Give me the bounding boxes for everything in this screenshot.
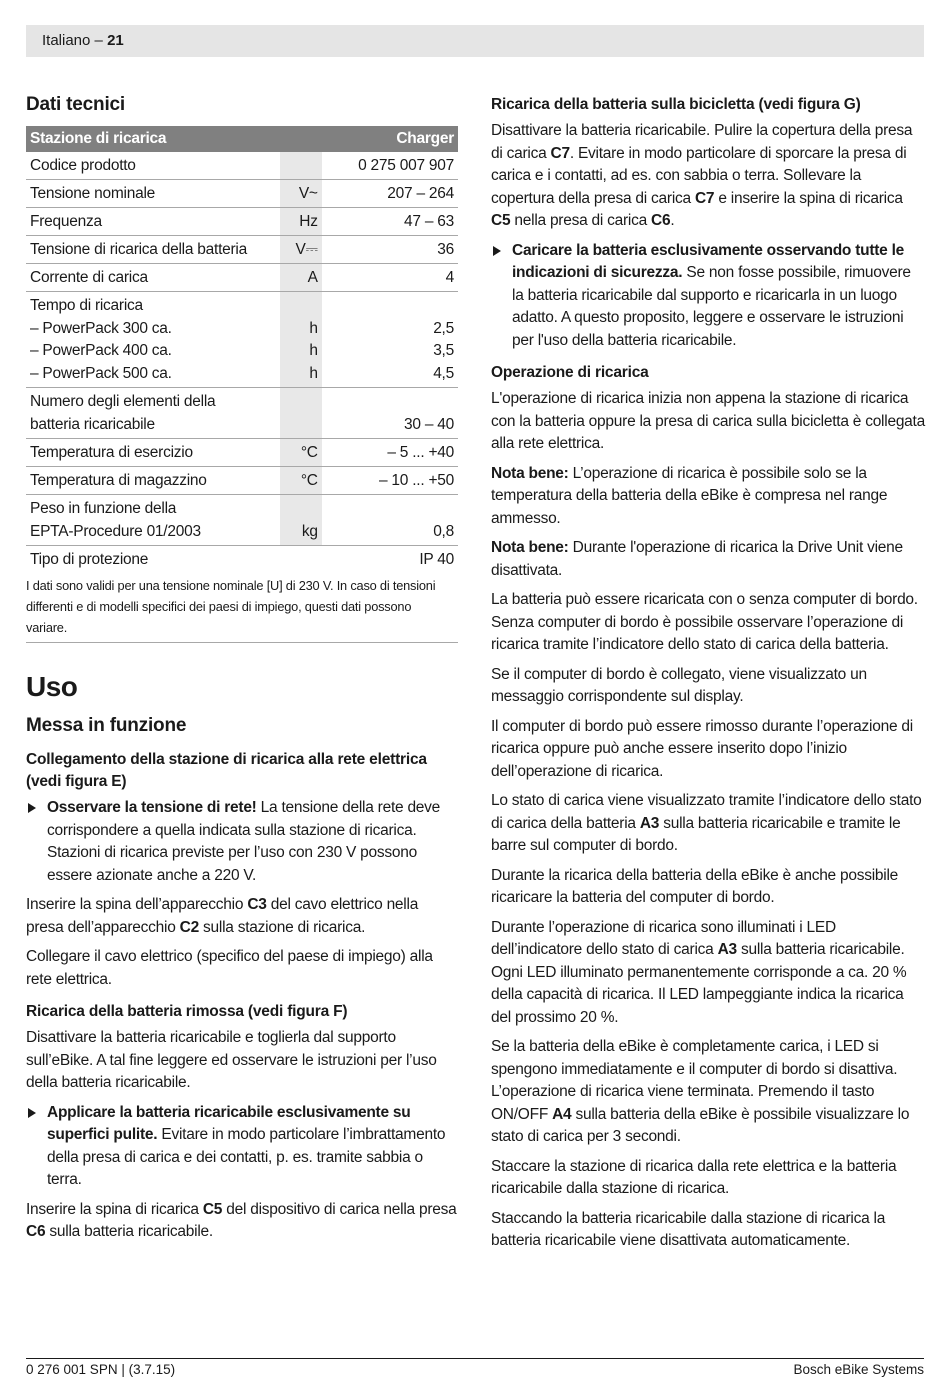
row-unit: V⎓ — [280, 236, 322, 264]
table-row — [26, 208, 458, 236]
ref-code: C5 — [491, 212, 511, 229]
paragraph-auto-off: Staccando la batteria ricaricabile dalla stazione di ricarica la batteria ricaricabile viene disattivata automaticamente. — [491, 1209, 886, 1249]
ref-code: C2 — [179, 918, 199, 936]
header-dash: – — [90, 32, 108, 49]
row-unit: °C — [280, 467, 322, 495]
row-value: 47 – 63 — [322, 208, 458, 236]
heading-bicicletta: Ricarica della batteria sulla bicicletta (vedi figura G) — [491, 96, 861, 113]
row-unit — [280, 388, 322, 439]
ref-code: C7 — [550, 144, 570, 162]
paragraph-note-temperature — [491, 463, 925, 531]
row-unit — [280, 152, 322, 180]
subsection-title-messa-in-funzione: Messa in funzione — [26, 715, 187, 736]
row-value: 207 – 264 — [322, 180, 458, 208]
row-value: IP 40 — [419, 551, 454, 568]
paragraph-led — [491, 917, 925, 1030]
paragraph-fully-charged — [491, 1036, 925, 1149]
text: Durante l’operazione di ricarica sono illuminati i LED dell’indicatore dello stato di carica — [491, 918, 836, 958]
row-name: Tipo di protezione — [30, 551, 149, 568]
text: nella presa di carica — [510, 212, 652, 229]
row-value: 2,5 — [433, 319, 454, 337]
paragraph-bike-charge — [491, 120, 925, 233]
table-row — [26, 264, 458, 292]
row-value: 30 – 40 — [322, 388, 458, 439]
row-name: Temperatura di esercizio — [26, 439, 280, 467]
bullet-bold: Caricare la batteria esclusivamente osservando tutte le indicazioni di sicurezza. — [512, 241, 905, 281]
bullet-triangle-icon — [28, 1108, 36, 1118]
bullet-clean-surface — [26, 1102, 458, 1192]
note-label: Nota bene: — [491, 464, 569, 482]
row-name: Tensione nominale — [26, 180, 280, 208]
ref-code: A3 — [639, 814, 660, 832]
paragraph-charge-status — [491, 790, 925, 858]
row-name: Frequenza — [26, 208, 280, 236]
row-name: batteria ricaricabile — [30, 415, 155, 433]
ref-code: C7 — [694, 189, 715, 207]
text: Disattivare la batteria ricaricabile. Pulire la copertura della presa di carica — [491, 122, 913, 162]
text: Inserire la spina dell’apparecchio — [26, 896, 248, 913]
row-value: 36 — [322, 236, 458, 264]
table-header-row — [26, 126, 458, 152]
text: sulla batteria ricaricabile. — [45, 1223, 213, 1240]
paragraph-insert-plug — [26, 1199, 458, 1244]
text: sulla stazione di ricarica. — [198, 918, 366, 936]
row-unit: h — [309, 364, 318, 382]
text: sulla batteria ricaricabile. Ogni LED illuminato permanentemente corrisponde a ca. 20 % della capacità di ricarica. Il LED lampeggiante indica la ricarica del prossimo 20 %. — [491, 941, 907, 1026]
text: Lo stato di carica viene visualizzato tramite l’indicatore dello stato di carica della batteria — [491, 792, 922, 832]
paragraph-onboard-computer: La batteria può essere ricaricata con o senza computer di bordo. Senza computer di bordo è possibile osservare l’operazione di ricarica tramite l’indicatore dello stato di carica della batteria. — [491, 591, 918, 653]
bullet-text: Evitare in modo particolare l’imbrattamento della presa di carica e dei contatti, p. es. tramite sabbia o terra. — [47, 1126, 446, 1188]
bullet-triangle-icon — [493, 246, 501, 256]
paragraph-plug — [26, 894, 458, 939]
row-unit: Hz — [280, 208, 322, 236]
section-title-dati-tecnici: Dati tecnici — [26, 94, 125, 115]
paragraph-remove-computer: Il computer di bordo può essere rimosso durante l’operazione di ricarica oppure può anche essere inserito dopo l’inizio dell’operazione di ricarica. — [491, 717, 913, 780]
text: L’operazione di ricarica è possibile solo se la temperatura della batteria della eBike è compresa nel range ammesso. — [491, 464, 888, 527]
bullet-text: La tensione della rete deve corrispondere a quella indicata sulla stazione di ricarica. Stazioni di ricarica previste per l’uso con 230 V possono essere azionate anche a 220 V. — [47, 799, 441, 884]
row-name: Peso in funzione della — [30, 500, 177, 517]
row-unit: kg — [280, 495, 322, 546]
row-value: – 10 ... +50 — [322, 467, 458, 495]
bullet-bold: Applicare la batteria ricaricabile esclusivamente su superfici pulite. — [47, 1103, 411, 1143]
footer-company: Bosch eBike Systems — [793, 1362, 924, 1377]
text: sulla batteria della eBike è possibile visualizzare lo stato di carica per 3 secondi. — [491, 1105, 910, 1145]
table-footnote: I dati sono validi per una tensione nominale [U] di 230 V. In caso di tensioni differenti e di modelli specifici dei paesi di impiego, questi dati possono variare. — [26, 573, 458, 643]
row-name: – PowerPack 300 ca. — [30, 319, 172, 337]
header-language: Italiano — [42, 32, 91, 49]
ref-code: A4 — [552, 1105, 572, 1123]
text: del cavo elettrico nella presa dell’apparecchio — [26, 896, 419, 936]
table-row — [26, 152, 458, 180]
heading-collegamento: Collegamento della stazione di ricarica alla rete elettrica (vedi figura E) — [26, 751, 427, 790]
row-name: – PowerPack 400 ca. — [30, 342, 172, 359]
row-unit: h — [309, 319, 318, 337]
ref-code: A3 — [717, 941, 737, 958]
tech-data-table — [26, 126, 458, 573]
row-unit: A — [280, 264, 322, 292]
table-row-weight — [26, 495, 458, 546]
bullet-voltage — [26, 797, 458, 887]
footer-doc-code: 0 276 001 SPN | (3.7.15) — [26, 1362, 176, 1377]
left-column — [26, 94, 458, 1251]
text: del dispositivo di carica nella presa — [222, 1200, 457, 1218]
row-name: Temperatura di magazzino — [26, 467, 280, 495]
row-value: 3,5 — [433, 342, 454, 359]
text: . Evitare in modo particolare di sporcare la presa di carica e i contatti, ad es. con sabbia o terra. Sollevare la copertura della presa di carica — [491, 144, 907, 207]
page-number: 21 — [107, 32, 124, 49]
paragraph-charge-computer: Durante la ricarica della batteria della eBike è anche possibile ricaricare la batteria del computer di bordo. — [491, 866, 899, 906]
bullet-bold: Osservare la tensione di rete! — [47, 799, 257, 816]
table-header-value: Charger — [322, 126, 458, 152]
bullet-triangle-icon — [28, 803, 36, 813]
table-header-name: Stazione di ricarica — [26, 126, 322, 152]
row-unit: °C — [280, 439, 322, 467]
table-row-cells — [26, 388, 458, 439]
text: Se la batteria della eBike è completamente carica, i LED si spengono immediatamente e il computer di bordo si disattiva. L’operazione di ricarica viene terminata. Premendo il tasto ON/OFF — [491, 1038, 898, 1123]
table-row — [26, 180, 458, 208]
ref-code: C5 — [202, 1200, 223, 1218]
footer-divider — [26, 1358, 924, 1359]
ref-code: C6 — [651, 212, 671, 229]
ref-code: C6 — [26, 1223, 46, 1240]
text: Inserire la spina di ricarica — [26, 1200, 203, 1218]
row-value: 0,8 — [322, 495, 458, 546]
text: . — [670, 212, 675, 229]
row-name: – PowerPack 500 ca. — [30, 364, 172, 382]
row-unit: h — [309, 342, 318, 359]
page-header — [26, 25, 924, 57]
row-value: – 5 ... +40 — [322, 439, 458, 467]
paragraph-note-drive-unit — [491, 537, 925, 582]
ref-code: C3 — [247, 896, 267, 913]
bullet-text: Se non fosse possibile, rimuovere la batteria ricaricabile dal supporto e ricaricarla in un luogo adatto. A questo proposito, leggere e osservare le istruzioni per l'uso della batteria ricaricabile. — [512, 264, 911, 349]
bullet-safety — [491, 240, 925, 353]
paragraph-cable: Collegare il cavo elettrico (specifico del paese di impiego) alla rete elettrica. — [26, 948, 433, 988]
text: e inserire la spina di ricarica — [714, 189, 903, 207]
row-value: 4,5 — [433, 364, 454, 382]
row-value: 0 275 007 907 — [322, 152, 458, 180]
row-name: Tempo di ricarica — [30, 297, 143, 314]
paragraph-disconnect: Staccare la stazione di ricarica dalla rete elettrica e la batteria ricaricabile dalla stazione di ricarica. — [491, 1157, 897, 1197]
row-unit — [280, 546, 322, 574]
row-unit: V~ — [280, 180, 322, 208]
text: sulla batteria ricaricabile e tramite le barre sul computer di bordo. — [491, 814, 901, 854]
section-title-uso: Uso — [26, 671, 78, 702]
table-row — [26, 439, 458, 467]
row-name: Numero degli elementi della — [30, 393, 216, 410]
paragraph-remove: Disattivare la batteria ricaricabile e toglierla dal supporto sull’eBike. A tal fine leggere ed osservare le istruzioni per l’uso della batteria ricaricabile. — [26, 1029, 437, 1091]
row-name: Tensione di ricarica della batteria — [26, 236, 280, 264]
right-column — [491, 94, 925, 1260]
paragraph-start: L'operazione di ricarica inizia non appena la stazione di ricarica con la batteria oppure la presa di carica sulla bicicletta è collegata alla rete elettrica. — [491, 390, 925, 452]
row-value: 4 — [322, 264, 458, 292]
text: Durante l'operazione di ricarica la Drive Unit viene disattivata. — [491, 539, 903, 579]
table-row — [26, 236, 458, 264]
heading-rimossa: Ricarica della batteria rimossa (vedi figura F) — [26, 1003, 348, 1020]
note-label: Nota bene: — [491, 539, 569, 556]
row-name: Corrente di carica — [26, 264, 280, 292]
heading-operazione: Operazione di ricarica — [491, 364, 649, 381]
table-row — [26, 467, 458, 495]
table-row — [26, 546, 458, 574]
paragraph-display-message: Se il computer di bordo è collegato, viene visualizzato un messaggio corrispondente sul display. — [491, 665, 867, 705]
row-name: Codice prodotto — [26, 152, 280, 180]
row-name: EPTA-Procedure 01/2003 — [30, 522, 201, 540]
table-row-charge-time — [26, 292, 458, 388]
